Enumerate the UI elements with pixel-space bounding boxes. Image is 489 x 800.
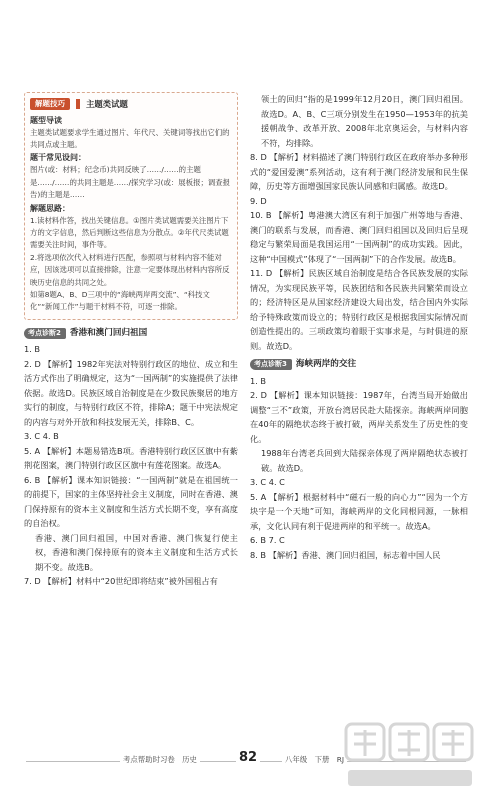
answer-item: 2. D 【解析】1982年宪法对特别行政区的地位、成立和生活方式作出了明确规定，这为“一国两制”的实施提供了法律依据。故选D。民族区域自治制度是在少数民族聚居的地方实行的制度，与特别行政区不符，排除A；题干中宪法规定的内容与对外开放和科技发展无关，排除B、C。 xyxy=(24,358,238,427)
tip-step-2: 2.将选项依次代入材料进行匹配，参照项与材料内容不能对应，因该选项可以直接排除，注意一定要体现出材料内容所反映历史信息的共同之处。 xyxy=(30,252,230,287)
answer-item: 3. C 4. C xyxy=(250,477,285,487)
footer-book-title: 考点帮助时习卷 历史 xyxy=(120,754,200,765)
footer-grade: 八年级 下册 RJ xyxy=(282,754,347,765)
section-2-tag: 考点诊断2 xyxy=(24,328,66,339)
section-3-tag: 考点诊断3 xyxy=(250,359,292,370)
answer-item: 6. B 7. C xyxy=(250,535,285,545)
tip-step-1: 1.读材料作答，找出关键信息。①图片类试题需要关注图片下方的文字信息，然后判断这些信息为分散点。②年代尺类试题需要关注时间，事件等。 xyxy=(30,215,229,250)
section-3-title: 海峡两岸的交往 xyxy=(295,359,357,369)
tip-tag: 解题技巧 xyxy=(30,98,70,110)
answer-item: 1. B xyxy=(24,344,41,355)
solving-tip-box xyxy=(24,92,238,320)
tip-heading-2: 题干常见设问： xyxy=(30,153,86,163)
answer-item: 3. C 4. B xyxy=(24,431,59,442)
answer-item: 香港、澳门回归祖国，中国对香港、澳门恢复行使主权，香港和澳门保持原有的资本主义制度和生活方式长期不变。故选B。 xyxy=(35,532,238,572)
answer-item: 1. B xyxy=(250,375,267,386)
section-2-title: 香港和澳门回归祖国 xyxy=(69,327,148,338)
left-column xyxy=(24,92,238,589)
answer-item: 领土的回归”指的是1999年12月20日，澳门回归祖国。故选D。A、B、C三项分别发生在1950—1953年的抗美援朝战争、改革开放、2008年北京奥运会，与材料内容不符，均排除。 xyxy=(261,94,468,148)
answer-item: 6. B 【解析】课本知识链接：“一国两制”就是在祖国统一的前提下，国家的主体坚持社会主义制度，同时在香港、澳门保持原有的资本主义制度和生活方式长期不变，享有高度的自治权。 xyxy=(24,474,238,529)
tip-heading-1: 题型导读 xyxy=(30,115,62,125)
page-number: 82 xyxy=(236,750,260,765)
section-2-header xyxy=(24,326,238,341)
tip-text-2: 图片(或：材料；纪念币)共同反映了……/……的主题是……/……的共同主题是……/探究学习(或：展板报；调查报告)的主题是…… xyxy=(30,165,231,200)
answer-item: 8. D 【解析】材料描述了澳门特别行政区在政府举办多种形式的“爱国爱澳”系列活动，这有利于澳门经济发展和民生保障，历史等方面增强国家民族认同感和归属感。故选D。 xyxy=(250,152,468,191)
answer-item: 2. D 【解析】课本知识链接：1987年，台湾当局开始做出调整“三不”政策，开放台湾居民赴大陆探亲。海峡两岸同胞在40年的隔绝状态终于被打破，两岸关系发生了历史性的变化。 xyxy=(250,390,468,444)
tip-divider xyxy=(76,99,80,109)
tip-heading-3: 解题思路： xyxy=(30,203,70,213)
answer-item: 8. B 【解析】香港、澳门回归祖国，标志着中国人民 xyxy=(250,549,441,560)
stamp-watermark-icon xyxy=(340,720,480,792)
answer-item: 1988年台湾老兵回到大陆探亲体现了两岸隔绝状态被打破。故选D。 xyxy=(261,448,468,473)
answer-item: 7. D 【解析】材料中“20世纪即将结束”被外国租占有 xyxy=(24,576,218,587)
tip-example: 如第8题A、B、D三项中的“海峡两岸两交流”、“科技文化”“新闻工作”与题干材料不符，可逐一排除。 xyxy=(30,289,210,312)
tip-title: 主题类试题 xyxy=(86,99,128,109)
answer-item: 9. D xyxy=(250,195,267,206)
answer-item: 10. B 【解析】粤港澳大湾区有利于加强广州等地与香港、澳门的联系与发展，而香港、澳门回归祖国以及回归后呈现稳定与繁荣局面是我国运用“一国两制”的成功实践。因此，这种“中国模式”体现了“一国两制”下的合作发展。故选B。 xyxy=(250,210,468,264)
section-3-header xyxy=(250,357,468,372)
answer-item: 5. A 【解析】本题易错选B项。香港特别行政区区旗中有紫荆花图案，澳门特别行政区区旗中有莲花图案。故选A。 xyxy=(24,445,238,471)
tip-text-1: 主题类试题要求学生通过图片、年代尺、关键词等找出它们的共同点或主题。 xyxy=(30,127,230,149)
answer-item: 11. D 【解析】民族区域自治制度是结合各民族发展的实际情况，为实现民族平等，民族团结和各民族共同繁荣而设立的；经济特区是从国家经济建设大局出发，结合国内外实际给予特殊政策而设立的；特别行政区是根据我国实际情况而创造性提出的。三项政策均着眼于实事求是，与时俱进的原则。故选D。 xyxy=(250,268,468,351)
answer-item: 5. A 【解析】根据材料中“磁石一般的向心力”“因为一个方块字是一个天地”可知，海峡两岸的文化同根同源，一脉相承，文化认同有利于促进两岸的和平统一。故选A。 xyxy=(250,491,468,531)
right-column xyxy=(250,92,468,562)
